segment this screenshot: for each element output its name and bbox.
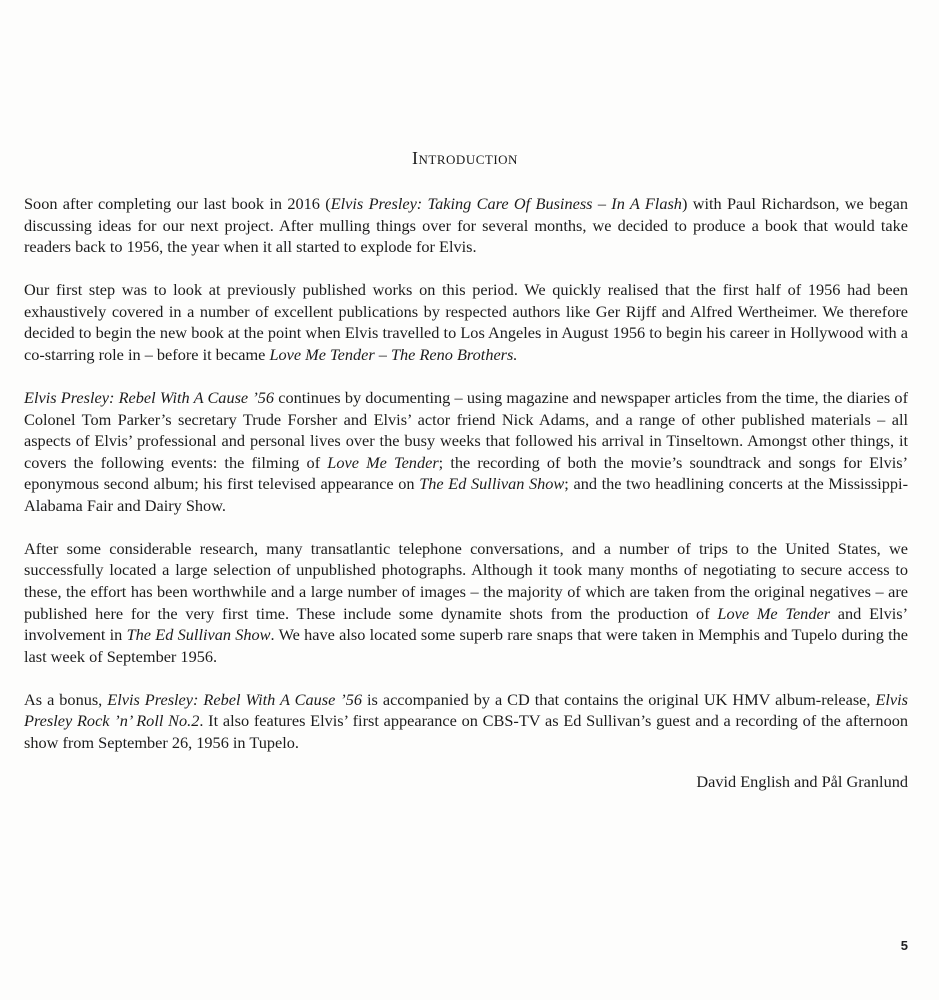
paragraph [24, 279, 908, 365]
paragraph-text: ; the recording of both the movie’s soundtrack and songs for Elvis’ eponymous second album; his first televised appearance on [24, 452, 908, 494]
page-number: 5 [900, 938, 908, 953]
paragraph-text: As a bonus, [24, 689, 108, 709]
paragraph-text: . We have also located some superb rare snaps that were taken in Memphis and Tupelo during the last week of September 1956. [24, 625, 909, 666]
paragraph [24, 538, 908, 668]
paragraph-text: Our first step was to look at previously published works on this period. We quickly realised that the first half of 1956 had been exhaustively covered in a number of excellent publications by respected authors like Ger Rijff and Alfred Wertheimer. We therefore decided to begin the new book at the point when Elvis travelled to Los Angeles in August 1956 to begin his career in Hollywood with a co-starring role in – before it became [24, 280, 908, 364]
paragraph-text: Soon after completing our last book in 2016 ( [24, 194, 331, 213]
paragraph-text: After some considerable research, many transatlantic telephone conversations, and a number of trips to the United States, we successfully located a large selection of unpublished photographs. Although it took many months of negotiating to secure access to these, the effort has been worthwhile and a large number of images – the majority of which are taken from the original negatives – are published here for the very first time. These include some dynamite shots from the production of [24, 538, 908, 623]
italic-title-text: Elvis Presley: Taking Care Of Business – In A Flash [330, 194, 682, 213]
italic-title-text: Love Me Tender – The Reno Brothers. [269, 344, 518, 364]
paragraph-text: . It also features Elvis’ first appearance on CBS-TV as Ed Sullivan’s guest and a recording of the afternoon show from September 26, 1956 in Tupelo. [24, 711, 908, 753]
paragraph-text: and Elvis’ involvement in [24, 603, 908, 645]
author-signature: David English and Pål Granlund [696, 772, 908, 791]
paragraph-text: ) with Paul Richardson, we began discussing ideas for our next project. After mulling things over for several months, we decided to produce a book that would take readers back to 1956, the year when it all started to explode for Elvis. [24, 194, 908, 257]
italic-title-text: Elvis Presley: Rebel With A Cause ’56 [24, 387, 275, 407]
introduction-body [24, 193, 908, 775]
paragraph-text: ; and the two headlining concerts at the Mississippi-Alabama Fair and Dairy Show. [24, 474, 909, 515]
paragraph-text: continues by documenting – using magazine and newspaper articles from the time, the diaries of Colonel Tom Parker’s secretary Trude Forsher and Elvis’ actor friend Nick Adams, and a range of other published materials – all aspects of Elvis’ professional and personal lives over the busy weeks that followed his arrival in Tinseltown. Amongst other things, it covers the following events: the filming of [24, 387, 908, 472]
page-title: Introduction [412, 148, 518, 168]
paragraph-text: is accompanied by a CD that contains the original UK HMV album-release, [362, 689, 876, 709]
paragraph [24, 689, 908, 754]
italic-title-text: Love Me Tender [717, 603, 831, 623]
italic-title-text: Love Me Tender [327, 452, 439, 472]
italic-title-text: Elvis Presley Rock ’n’ Roll No.2 [24, 689, 909, 731]
italic-title-text: The Ed Sullivan Show [126, 625, 271, 645]
paragraph [24, 387, 908, 517]
italic-title-text: Elvis Presley: Rebel With A Cause ’56 [107, 689, 363, 709]
italic-title-text: The Ed Sullivan Show [419, 474, 565, 494]
paragraph [24, 193, 908, 258]
